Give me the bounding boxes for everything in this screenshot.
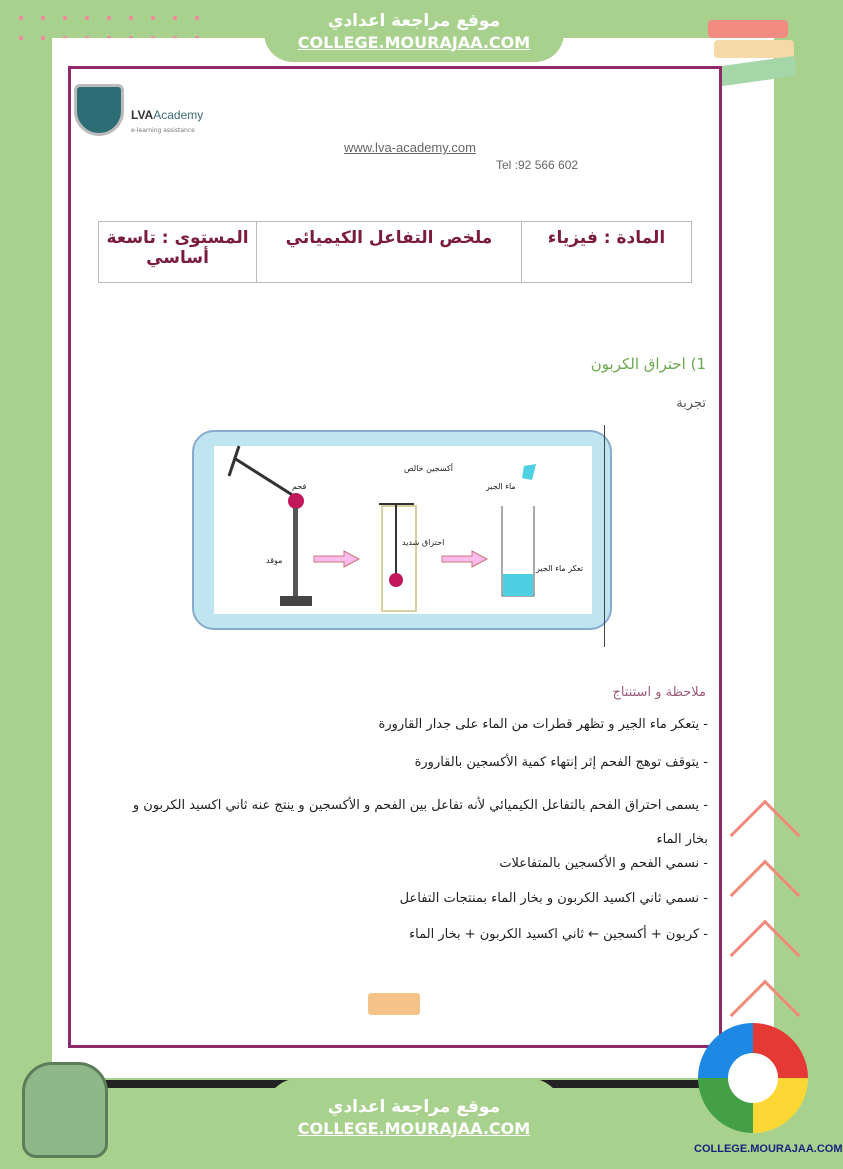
page-stamp bbox=[368, 993, 420, 1015]
observation-line: - يسمى احتراق الفحم بالتفاعل الكيميائي لأنه تفاعل بين الفحم و الأكسجين و ينتج عنه ثاني اكسيد الكربون و بخار الماء bbox=[132, 798, 708, 847]
observation-heading: ملاحظة و استنتاج bbox=[612, 685, 706, 700]
info-table bbox=[98, 221, 692, 283]
banner-arabic: موقع مراجعة اعدادي bbox=[327, 1097, 501, 1117]
apparatus-drawing bbox=[214, 446, 592, 614]
banner-arabic: موقع مراجعة اعدادي bbox=[327, 11, 501, 31]
label-coal: فحم bbox=[292, 482, 307, 491]
lva-logo-icon bbox=[74, 84, 124, 136]
observation-line: - نسمي ثاني اكسيد الكربون و بخار الماء بمنتجات التفاعل bbox=[399, 891, 708, 906]
experiment-label: تجربة bbox=[676, 396, 706, 411]
academy-tel: Tel :92 566 602 bbox=[496, 158, 579, 172]
label-intense-combustion: احتراق شديد bbox=[402, 538, 445, 547]
academy-url[interactable]: www.lva-academy.com bbox=[344, 140, 476, 155]
divider-line bbox=[604, 425, 605, 647]
label-limewater: ماء الجير bbox=[486, 482, 516, 491]
label-limewater-turbid: تعكر ماء الجير bbox=[536, 564, 584, 573]
level-cell: المستوى : تاسعة أساسي bbox=[99, 222, 257, 283]
banner-site-link[interactable]: COLLEGE.MOURAJAA.COM bbox=[297, 1119, 531, 1138]
corner-brand[interactable]: COLLEGE.MOURAJAA.COM bbox=[694, 1143, 843, 1155]
bottom-banner[interactable] bbox=[264, 1078, 564, 1154]
subject-cell: المادة : فيزياء bbox=[522, 222, 692, 283]
logo-text: LVAAcademy bbox=[131, 108, 204, 122]
logo-tagline: e-learning assistance bbox=[131, 127, 195, 134]
label-pure-oxygen: أكسجين خالص bbox=[404, 464, 453, 473]
title-cell: ملخص التفاعل الكيميائي bbox=[257, 222, 522, 283]
observation-line: - نسمي الفحم و الأكسجين بالمتفاعلات bbox=[499, 856, 708, 871]
observation-line: - يتوقف توهج الفحم إثر إنتهاء كمية الأكسجين بالقارورة bbox=[414, 755, 708, 770]
education-wheel-logo bbox=[698, 1023, 808, 1133]
label-burner: موقد bbox=[266, 556, 283, 565]
observation-line: - يتعكر ماء الجير و تظهر قطرات من الماء على جدار القارورة bbox=[378, 717, 708, 732]
reaction-equation: - كربون + أكسجين ← ثاني اكسيد الكربون + بخار الماء bbox=[409, 927, 708, 942]
backpack-icon bbox=[22, 1062, 108, 1158]
experiment-figure bbox=[192, 430, 612, 630]
banner-site-link[interactable]: COLLEGE.MOURAJAA.COM bbox=[297, 33, 531, 52]
top-banner[interactable] bbox=[264, 4, 564, 62]
section-heading: 1) احتراق الكربون bbox=[590, 355, 706, 373]
